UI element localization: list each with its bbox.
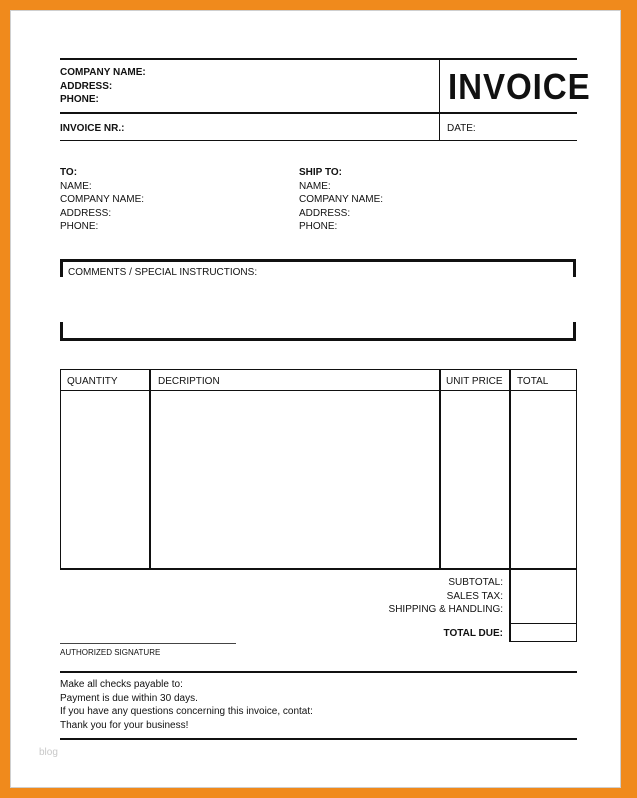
totals-labels: [389, 576, 503, 617]
bill-to-address-label: ADDRESS:: [60, 207, 112, 219]
footer-line-terms: Payment is due within 30 days.: [60, 692, 198, 704]
comments-top-left-bracket: [60, 259, 63, 277]
company-address-label: ADDRESS:: [60, 80, 113, 92]
items-table-bottom-rule: [60, 568, 577, 570]
column-header-total: TOTAL: [517, 376, 549, 387]
comments-bottom-rule: [60, 338, 576, 341]
bill-to-phone-label: PHONE:: [60, 221, 99, 232]
ship-to-phone-label: PHONE:: [299, 221, 338, 232]
column-header-unit-price: UNIT PRICE: [446, 376, 503, 387]
totals-box-left-rule: [509, 569, 511, 642]
comments-bottom-right-bracket: [573, 322, 576, 341]
date-label: DATE:: [447, 123, 476, 134]
column-header-description: DECRIPTION: [158, 376, 220, 387]
total-due-top-rule: [509, 623, 577, 624]
items-table-top-rule: [60, 369, 577, 370]
items-col-rule-1: [149, 369, 151, 569]
bill-to-block: [60, 166, 144, 234]
invoice-title: INVOICE: [448, 66, 591, 107]
company-name-label: COMPANY NAME:: [60, 67, 146, 78]
total-due-label: TOTAL DUE:: [443, 628, 503, 639]
footer-top-rule: [60, 671, 577, 673]
watermark-text: blog: [39, 747, 58, 758]
comments-top-rule: [60, 259, 576, 262]
bill-to-heading: TO:: [60, 167, 78, 178]
items-col-rule-right: [576, 369, 577, 569]
items-col-rule-2: [439, 369, 441, 569]
bill-to-company-label: COMPANY NAME:: [60, 194, 145, 205]
shipping-label: SHIPPING & HANDLING:: [388, 604, 503, 615]
company-phone-label: PHONE:: [60, 94, 99, 105]
footer-bottom-rule: [60, 738, 577, 740]
items-col-rule-left: [60, 369, 61, 569]
footer-notes: [60, 678, 313, 732]
comments-bottom-left-bracket: [60, 322, 63, 341]
items-table-header-rule: [60, 390, 577, 391]
header-divider: [439, 58, 440, 140]
ship-to-address-label: ADDRESS:: [299, 207, 351, 219]
ship-to-heading: SHIP TO:: [299, 167, 342, 178]
footer-line-thanks: Thank you for your business!: [60, 719, 189, 731]
footer-line-checks: Make all checks payable to:: [60, 679, 183, 690]
comments-top-right-bracket: [573, 259, 576, 277]
sales-tax-label: SALES TAX:: [446, 590, 503, 602]
ship-to-block: [299, 166, 383, 234]
items-col-rule-3: [509, 369, 511, 569]
header-mid-rule: [60, 112, 577, 114]
total-due-bottom-rule: [509, 641, 577, 642]
signature-line: [60, 643, 236, 644]
header-top-rule: [60, 58, 577, 60]
footer-line-contact: If you have any questions concerning this invoice, contat:: [60, 706, 313, 717]
bill-to-name-label: NAME:: [60, 180, 92, 192]
comments-label: COMMENTS / SPECIAL INSTRUCTIONS:: [68, 267, 258, 278]
ship-to-company-label: COMPANY NAME:: [299, 194, 384, 205]
header-bottom-rule: [60, 140, 577, 141]
subtotal-label: SUBTOTAL:: [448, 577, 503, 588]
invoice-nr-label: INVOICE NR.:: [60, 123, 125, 134]
totals-box-right-rule: [576, 569, 577, 642]
signature-label: AUTHORIZED SIGNATURE: [60, 648, 161, 657]
company-info: [60, 66, 146, 107]
column-header-quantity: QUANTITY: [67, 376, 118, 387]
ship-to-name-label: NAME:: [299, 180, 331, 192]
